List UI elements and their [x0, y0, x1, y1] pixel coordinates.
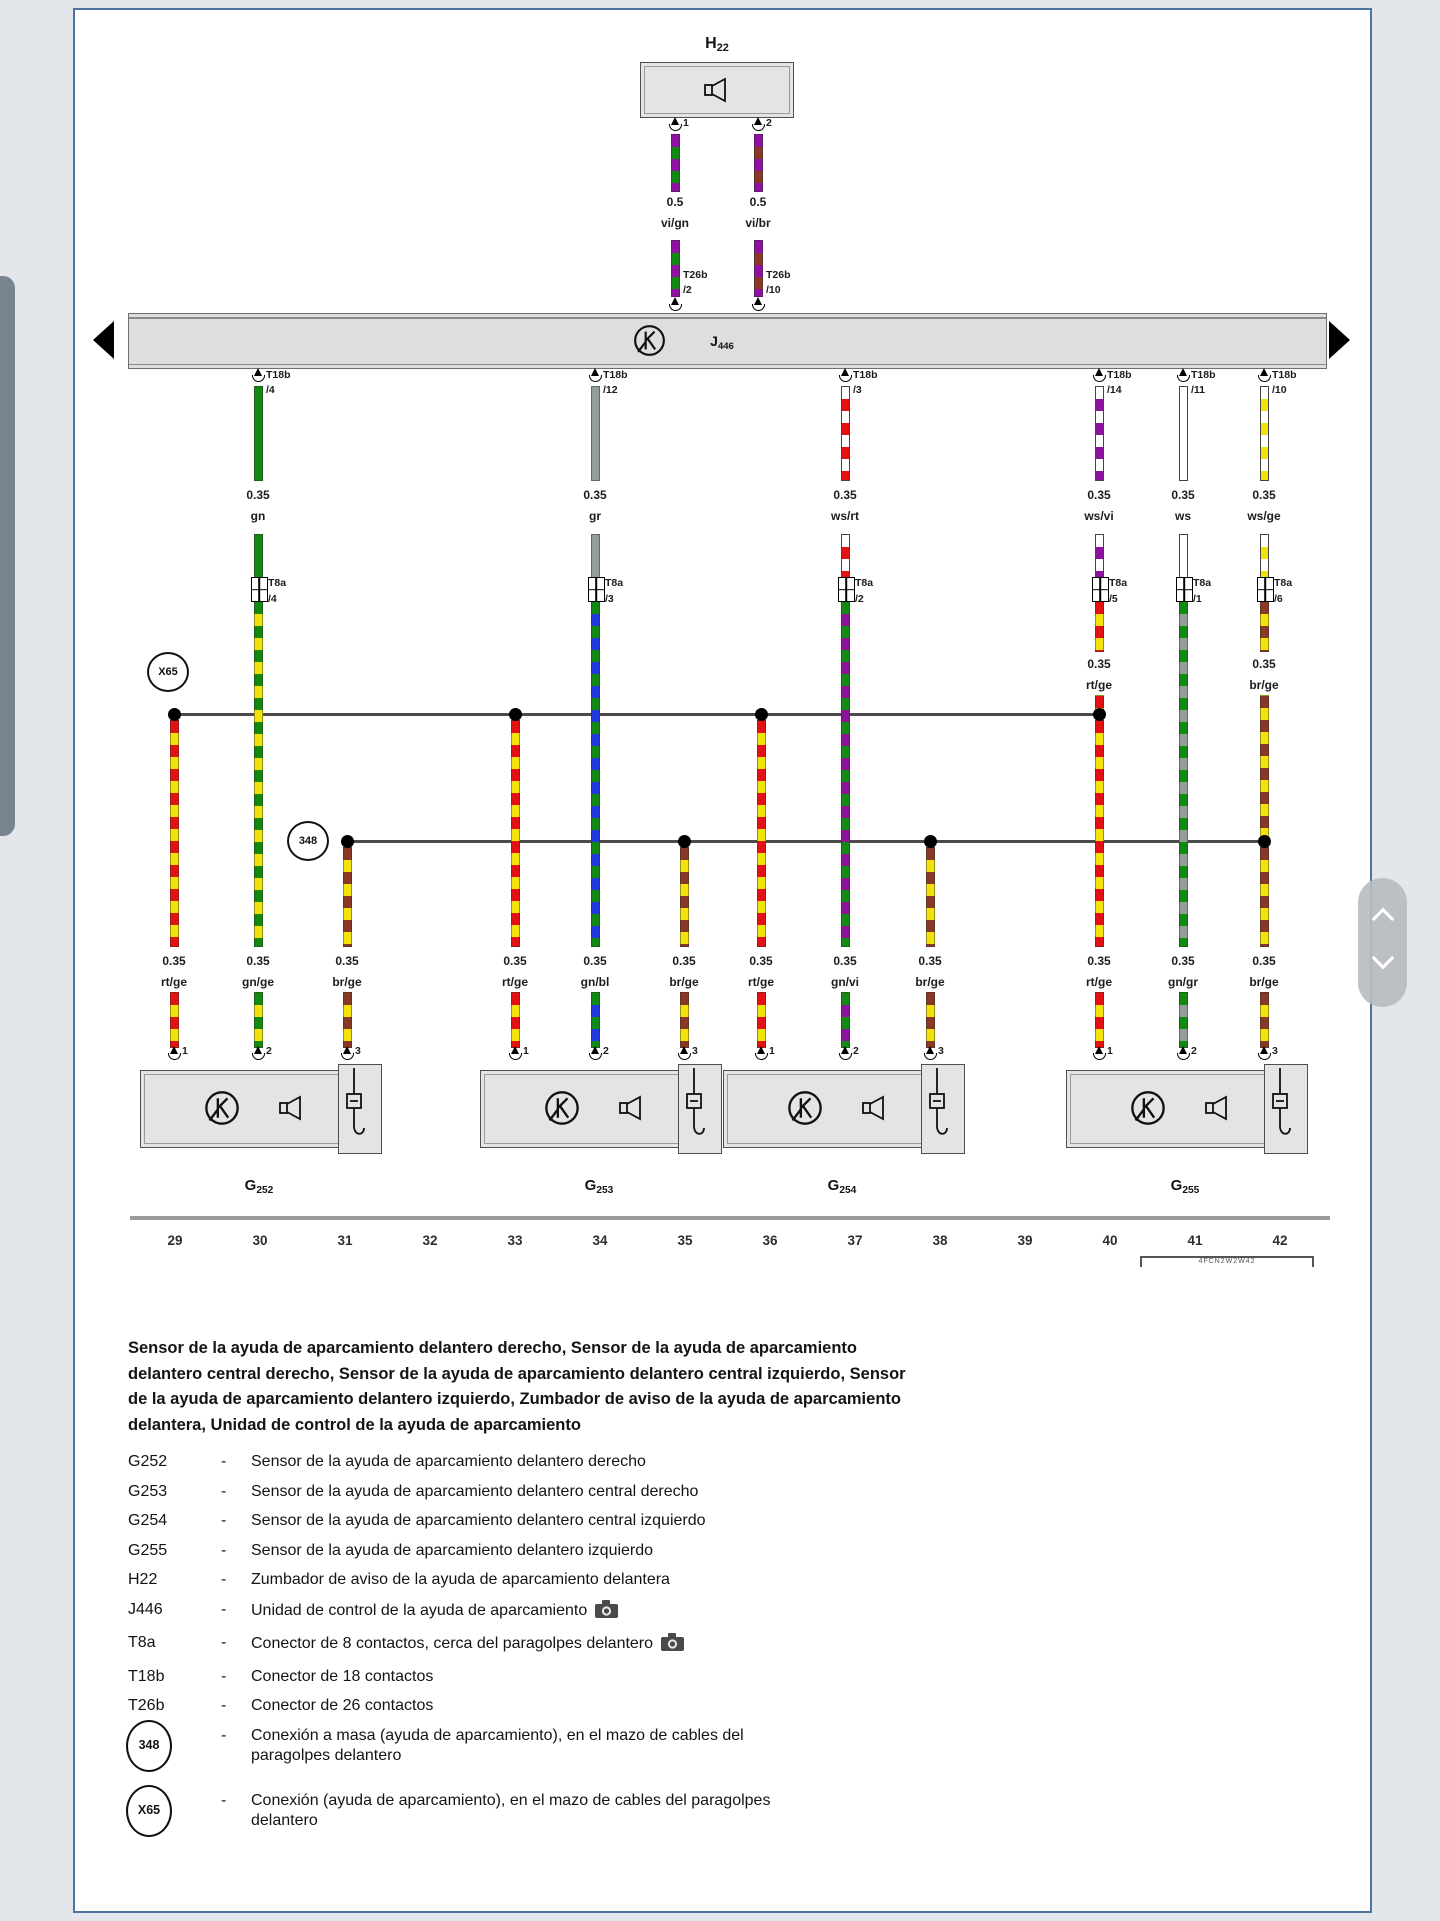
color-code-label: gr [589, 509, 601, 523]
color-code-label: br/ge [915, 975, 945, 989]
legend-item-description: Conector de 26 contactos [251, 1697, 434, 1715]
color-code-label: ws [1174, 509, 1192, 523]
color-code-label: rt/ge [1085, 678, 1113, 692]
legend-item-dash: - [221, 1600, 227, 1618]
sensor-pin-icon [678, 1046, 691, 1060]
legend-item [128, 1633, 1028, 1657]
gauge-label: 0.35 [583, 488, 607, 502]
sensor-wire [757, 720, 766, 947]
legend-item-code: G253 [128, 1482, 168, 1500]
color-code-label: gn/vi [830, 975, 860, 989]
legend-item-description: Unidad de control de la ayuda de aparcamiento [251, 1601, 588, 1619]
legend-item [128, 1696, 1028, 1716]
buzzer-wire [754, 240, 763, 297]
junction-dot [509, 708, 522, 721]
control-unit-label: $J_{446}$ [710, 333, 734, 352]
sensor-wire [254, 992, 263, 1048]
track-number: 32 [422, 1233, 438, 1248]
branch-sub-wire [1095, 601, 1104, 652]
connector-label: T8a [1274, 577, 1293, 589]
track-number: 38 [932, 1233, 948, 1248]
track-number: 37 [847, 1233, 863, 1248]
pin-number: 3 [355, 1045, 361, 1057]
gauge-label: 0.5 [749, 195, 767, 209]
connector-pin-label: /3 [853, 384, 862, 396]
gauge-label: 0.35 [1252, 488, 1276, 502]
junction-line-348 [347, 840, 1264, 843]
junction-dot [924, 835, 937, 848]
connector-pin-label: /12 [603, 384, 618, 396]
sensor-label: $G_{255}$ [1170, 1177, 1200, 1196]
connector-pin-label: /10 [1272, 384, 1287, 396]
bus-pin-icon [1177, 368, 1190, 382]
buzzer-label: H22 [705, 35, 729, 54]
legend-item [128, 1452, 1028, 1472]
branch-wire [841, 534, 850, 579]
color-code-label: vi/br [745, 216, 771, 230]
gauge-label: 0.35 [672, 954, 696, 968]
buzzer-wire [671, 134, 680, 192]
transducer-icon [927, 1068, 957, 1153]
bus-pin-icon [839, 368, 852, 382]
sensor-wire [170, 720, 179, 947]
connector-pin-label: /4 [268, 593, 277, 605]
color-code-label: br/ge [1249, 975, 1279, 989]
branch-wire [591, 386, 600, 481]
branch-wire [1095, 386, 1104, 481]
sensor-wire [591, 601, 600, 947]
junction-dot [755, 708, 768, 721]
branch-wire [1179, 386, 1188, 481]
sensor-wire [926, 847, 935, 947]
junction-dot [1093, 708, 1106, 721]
junction-dot [678, 835, 691, 848]
junction-circle-348: 348 [287, 821, 329, 861]
connector-pin-label: /2 [855, 593, 864, 605]
connector-label: T26b [683, 269, 708, 281]
sensor-label: $G_{252}$ [244, 1177, 274, 1196]
sensor-wire [511, 720, 520, 947]
bus-pin-icon [589, 368, 602, 382]
gauge-label: 0.35 [1087, 488, 1111, 502]
pin-number: 2 [603, 1045, 609, 1057]
track-number: 29 [167, 1233, 183, 1248]
branch-wire [1095, 534, 1104, 579]
track-number: 36 [762, 1233, 778, 1248]
color-code-label: rt/ge [160, 975, 188, 989]
legend-item-code: G255 [128, 1541, 168, 1559]
pin-number: 2 [853, 1045, 859, 1057]
gauge-label: 0.35 [1252, 954, 1276, 968]
sensor-wire [1179, 992, 1188, 1048]
sensor-pin-icon [589, 1046, 602, 1060]
branch-wire [591, 534, 600, 579]
t8a-connector-icon [1092, 577, 1109, 602]
legend-item-description: Sensor de la ayuda de aparcamiento delantero izquierdo [251, 1541, 654, 1559]
connector-pin-label: /10 [766, 284, 781, 296]
gauge-label: 0.35 [1171, 954, 1195, 968]
gauge-label: 0.35 [335, 954, 359, 968]
bus-connector-icon [752, 297, 765, 311]
connector-label: T8a [605, 577, 624, 589]
k-diagnostic-icon [1130, 1090, 1166, 1126]
legend-item [128, 1600, 1028, 1624]
t8a-connector-icon [838, 577, 855, 602]
sensor-wire [680, 847, 689, 947]
t8a-connector-icon [1257, 577, 1274, 602]
connector-pin-label: /2 [683, 284, 692, 296]
sensor-wire [343, 992, 352, 1048]
track-number: 42 [1272, 1233, 1288, 1248]
transducer-icon [1270, 1068, 1300, 1153]
sensor-wire [1095, 720, 1104, 947]
pin-number: 2 [1191, 1045, 1197, 1057]
sensor-wire [841, 601, 850, 947]
sensor-wire [591, 992, 600, 1048]
connector-label: T18b [1107, 369, 1132, 381]
scroll-pill[interactable] [1358, 878, 1407, 1007]
sensor-wire [841, 992, 850, 1048]
connector-label: T8a [1193, 577, 1212, 589]
buzzer-wire [754, 134, 763, 192]
legend-item-dash: - [221, 1726, 227, 1744]
legend-item-dash: - [221, 1512, 227, 1530]
legend-item [128, 1482, 1028, 1502]
speaker-icon [703, 77, 733, 108]
pin-number: 2 [766, 117, 772, 129]
t8a-connector-icon [251, 577, 268, 602]
connection-circle: 348 [126, 1720, 172, 1772]
legend-item-dash: - [221, 1482, 227, 1500]
speaker-icon [1204, 1095, 1234, 1126]
k-diagnostic-icon [633, 324, 666, 357]
connector-pin-label: /1 [1193, 593, 1202, 605]
color-code-label: rt/ge [501, 975, 529, 989]
branch-wire [254, 386, 263, 481]
junction-line-X65 [174, 713, 1099, 716]
sensor-pin-icon [924, 1046, 937, 1060]
connector-label: T8a [268, 577, 287, 589]
pin-number: 3 [692, 1045, 698, 1057]
gauge-label: 0.35 [1087, 954, 1111, 968]
connector-pin-label: /5 [1109, 593, 1118, 605]
color-code-label: vi/gn [660, 216, 690, 230]
connector-label: T18b [853, 369, 878, 381]
sensor-wire [511, 992, 520, 1048]
camera-icon[interactable] [661, 1633, 684, 1657]
legend-item [128, 1570, 1028, 1590]
sensor-wire [254, 601, 263, 947]
color-code-label: br/ge [669, 975, 699, 989]
legend-item-code: G254 [128, 1512, 168, 1530]
junction-dot [1258, 835, 1271, 848]
buzzer-wire [671, 240, 680, 297]
legend-item [128, 1726, 1028, 1782]
bus-pin-icon [1093, 368, 1106, 382]
connector-label: T18b [1191, 369, 1216, 381]
legend-heading: Sensor de la ayuda de aparcamiento delantero derecho, Sensor de la ayuda de aparcamiento delantero central derecho, Sensor de la ayuda de aparcamiento delantero central izquierdo, Sensor de la ayuda de aparcamiento delantero izquierdo, Zumbador de aviso de la ayuda de aparcamiento delantera, Unidad de control de la ayuda de aparcamiento [128, 1339, 906, 1434]
legend-item-dash: - [221, 1571, 227, 1589]
gauge-label: 0.5 [666, 195, 684, 209]
bus-connector-icon [669, 297, 682, 311]
camera-icon[interactable] [595, 1600, 618, 1624]
speaker-icon [861, 1095, 891, 1126]
junction-dot [168, 708, 181, 721]
sensor-pin-icon [839, 1046, 852, 1060]
sensor-pin-icon [168, 1046, 181, 1060]
legend-item-code: T26b [128, 1697, 165, 1715]
sensor-wire [170, 992, 179, 1048]
sensor-wire [1260, 847, 1269, 947]
buzzer-pin-icon [752, 117, 765, 131]
branch-wire [1260, 386, 1269, 481]
track-number: 39 [1017, 1233, 1033, 1248]
chevron-down-icon[interactable] [1372, 947, 1395, 970]
pin-number: 3 [938, 1045, 944, 1057]
gauge-label: 0.35 [246, 954, 270, 968]
gauge-label: 0.35 [162, 954, 186, 968]
gauge-label: 0.35 [246, 488, 270, 502]
legend-item-code: H22 [128, 1571, 158, 1589]
track-number: 34 [592, 1233, 608, 1248]
legend-block [128, 1336, 1028, 1857]
gauge-label: 0.35 [1087, 657, 1111, 671]
color-code-label: ws/ge [1247, 509, 1281, 523]
t8a-connector-icon [588, 577, 605, 602]
pin-number: 3 [1272, 1045, 1278, 1057]
color-code-label: gn [250, 509, 266, 523]
connector-pin-label: /4 [266, 384, 275, 396]
k-diagnostic-icon [204, 1090, 240, 1126]
sensor-wire [757, 992, 766, 1048]
color-code-label: rt/ge [747, 975, 775, 989]
gauge-label: 0.35 [1252, 657, 1276, 671]
legend-item-dash: - [221, 1697, 227, 1715]
legend-item-description: Conexión a masa (ayuda de aparcamiento), en el mazo de cables del paragolpes delantero [251, 1726, 744, 1764]
watermark-bracket [1140, 1256, 1314, 1267]
connector-label: T26b [766, 269, 791, 281]
legend-item-description: Sensor de la ayuda de aparcamiento delantero derecho [251, 1453, 646, 1471]
legend-item [128, 1791, 1028, 1847]
legend-item-dash: - [221, 1792, 227, 1810]
sensor-pin-icon [755, 1046, 768, 1060]
connector-pin-label: /3 [605, 593, 614, 605]
gauge-label: 0.35 [918, 954, 942, 968]
legend-item-description: Conector de 18 contactos [251, 1667, 434, 1685]
gauge-label: 0.35 [833, 488, 857, 502]
color-code-label: gn/ge [242, 975, 274, 989]
k-diagnostic-icon [787, 1090, 823, 1126]
legend-item-description: Zumbador de aviso de la ayuda de aparcamiento delantera [251, 1571, 670, 1589]
legend-item-dash: - [221, 1453, 227, 1471]
legend-item-code: G252 [128, 1453, 168, 1471]
bus-pin-icon [252, 368, 265, 382]
legend-item-description: Conector de 8 contactos, cerca del paragolpes delantero [251, 1635, 654, 1653]
sensor-pin-icon [341, 1046, 354, 1060]
legend-item-code: T8a [128, 1634, 156, 1652]
sensor-wire [926, 992, 935, 1048]
color-code-label: br/ge [332, 975, 362, 989]
track-number: 41 [1187, 1233, 1203, 1248]
gauge-label: 0.35 [503, 954, 527, 968]
legend-item-dash: - [221, 1667, 227, 1685]
sensor-label: $G_{254}$ [827, 1177, 857, 1196]
junction-circle-X65: X65 [147, 652, 189, 692]
t8a-connector-icon [1176, 577, 1193, 602]
color-code-label: gn/gr [1168, 975, 1198, 989]
track-number: 33 [507, 1233, 523, 1248]
pin-number: 1 [683, 117, 689, 129]
connection-circle: X65 [126, 1785, 172, 1837]
branch-sub-wire [1260, 695, 1269, 838]
track-scale-line [130, 1216, 1330, 1220]
bus-pin-icon [1258, 368, 1271, 382]
connector-label: T18b [1272, 369, 1297, 381]
connector-pin-label: /11 [1191, 384, 1206, 396]
gauge-label: 0.35 [583, 954, 607, 968]
pin-number: 2 [266, 1045, 272, 1057]
transducer-icon [344, 1068, 374, 1153]
legend-item-code: J446 [128, 1600, 163, 1618]
connector-label: T8a [1109, 577, 1128, 589]
gauge-label: 0.35 [749, 954, 773, 968]
legend-item-description: Sensor de la ayuda de aparcamiento delantero central izquierdo [251, 1512, 706, 1530]
legend-item [128, 1511, 1028, 1531]
sensor-pin-icon [252, 1046, 265, 1060]
legend-item [128, 1541, 1028, 1561]
connector-label: T18b [603, 369, 628, 381]
speaker-icon [618, 1095, 648, 1126]
connector-label: T8a [855, 577, 874, 589]
connector-pin-label: /6 [1274, 593, 1283, 605]
pin-number: 1 [523, 1045, 529, 1057]
branch-wire [1179, 534, 1188, 579]
gauge-label: 0.35 [833, 954, 857, 968]
sensor-pin-icon [1177, 1046, 1190, 1060]
k-diagnostic-icon [544, 1090, 580, 1126]
color-code-label: ws/vi [1084, 509, 1114, 523]
track-number: 30 [252, 1233, 268, 1248]
legend-item-dash: - [221, 1541, 227, 1559]
pin-number: 1 [769, 1045, 775, 1057]
branch-wire [841, 386, 850, 481]
continuation-arrow-right-icon [1329, 321, 1350, 359]
sensor-pin-icon [509, 1046, 522, 1060]
gauge-label: 0.35 [1171, 488, 1195, 502]
legend-item-description: Conexión (ayuda de aparcamiento), en el mazo de cables del paragolpes delantero [251, 1792, 771, 1830]
transducer-icon [684, 1068, 714, 1153]
connector-pin-label: /14 [1107, 384, 1122, 396]
legend-item-code: T18b [128, 1667, 165, 1685]
color-code-label: ws/rt [830, 509, 860, 523]
sensor-pin-icon [1093, 1046, 1106, 1060]
branch-wire [1260, 534, 1269, 579]
pin-number: 1 [182, 1045, 188, 1057]
track-number: 35 [677, 1233, 693, 1248]
branch-wire [254, 534, 263, 579]
watermark-text: 4FCN2W2W42 [1198, 1258, 1256, 1265]
branch-sub-wire [1260, 601, 1269, 652]
color-code-label: br/ge [1249, 678, 1279, 692]
legend-items [128, 1452, 1028, 1847]
sensor-wire [343, 847, 352, 947]
track-number: 40 [1102, 1233, 1118, 1248]
legend-item-description: Sensor de la ayuda de aparcamiento delantero central derecho [251, 1482, 699, 1500]
pin-number: 1 [1107, 1045, 1113, 1057]
chevron-up-icon[interactable] [1372, 908, 1395, 931]
legend-item [128, 1667, 1028, 1687]
junction-dot [341, 835, 354, 848]
connector-label: T18b [266, 369, 291, 381]
sensor-wire [1260, 992, 1269, 1048]
sensor-label: $G_{253}$ [584, 1177, 614, 1196]
sensor-wire [1095, 992, 1104, 1048]
buzzer-pin-icon [669, 117, 682, 131]
legend-item-dash: - [221, 1634, 227, 1652]
sensor-wire [1179, 601, 1188, 947]
sensor-pin-icon [1258, 1046, 1271, 1060]
speaker-icon [278, 1095, 308, 1126]
sensor-wire [680, 992, 689, 1048]
color-code-label: gn/bl [580, 975, 610, 989]
color-code-label: rt/ge [1085, 975, 1113, 989]
track-number: 31 [337, 1233, 353, 1248]
continuation-arrow-left-icon [93, 321, 114, 359]
